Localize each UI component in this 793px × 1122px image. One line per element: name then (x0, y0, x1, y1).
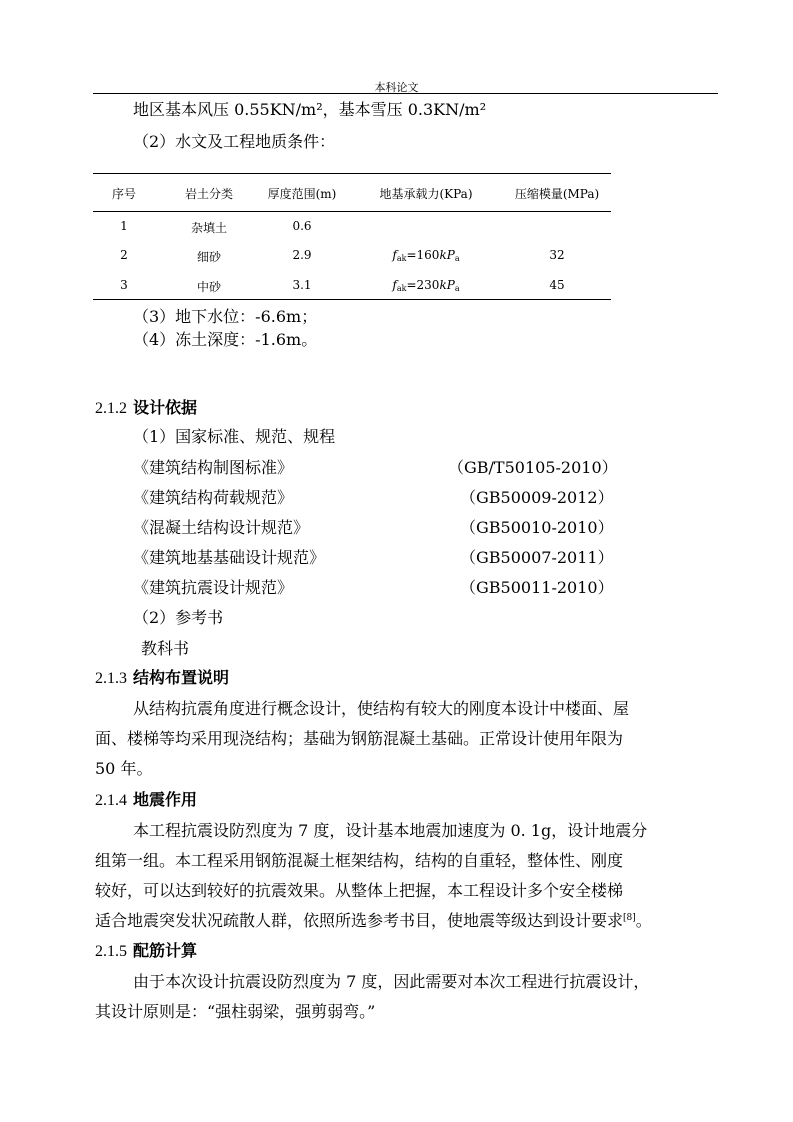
reference-code: （GB/T50105-2010） (448, 458, 618, 477)
fak-symbol: f (392, 248, 397, 262)
table-cell-thickness: 0.6 (292, 219, 312, 233)
paragraph-line: 本工程抗震设防烈度为 7 度，设计基本地震加速度为 0. 1g，设计地震分 (133, 821, 648, 840)
paragraph-line: 50 年。 (95, 759, 153, 778)
citation-marker: [8] (623, 913, 636, 923)
fak-subscript: ak (396, 254, 407, 263)
table-header-type: 岩土分类 (184, 187, 234, 201)
fak-unit-subscript: a (454, 254, 460, 263)
section-number: 2.1.4 (95, 792, 127, 809)
reference-code: （GB50007-2011） (460, 548, 614, 567)
table-header-no: 序号 (111, 187, 137, 201)
fak-value: =160 (406, 248, 440, 262)
table-header-modulus: 压缩模量(MPa) (514, 187, 600, 201)
paragraph-text: 适合地震突发状况疏散人群，依照所选参考书目，使地震等级达到设计要求 (95, 911, 624, 930)
page-header: 本科论文 (374, 81, 419, 94)
table-cell-type: 中砂 (196, 280, 222, 294)
fak-unit: kP (439, 248, 455, 262)
section-number: 2.1.2 (95, 400, 127, 417)
section-heading-2-1-4 (95, 787, 197, 810)
section-number: 2.1.5 (95, 943, 127, 960)
paragraph-line: 从结构抗震角度进行概念设计，使结构有较大的刚度本设计中楼面、屋 (133, 699, 630, 718)
reference-name: 《建筑抗震设计规范》 (133, 578, 294, 597)
reference-books-item: （2）参考书 (133, 608, 224, 627)
fak-symbol: f (392, 278, 397, 292)
paragraph-line: 面、楼梯等均采用现浇结构；基础为钢筋混凝土基础。正常设计使用年限为 (95, 729, 624, 748)
fak-subscript: ak (396, 284, 407, 293)
paragraph-line: 组第一组。本工程采用钢筋混凝土框架结构，结构的自重轻，整体性、刚度 (95, 851, 624, 870)
section-number: 2.1.3 (95, 670, 127, 687)
standards-item: （1）国家标准、规范、规程 (133, 427, 336, 446)
frost-depth-line: （4）冻土深度：-1.6m。 (133, 330, 318, 349)
table-cell-modulus: 45 (549, 278, 565, 292)
table-header-bearing: 地基承载力(KPa) (379, 187, 473, 201)
paragraph-line: 较好，可以达到较好的抗震效果。从整体上把握，本工程设计多个安全楼梯 (95, 881, 624, 900)
reference-code: （GB50010-2010） (460, 518, 614, 537)
paragraph-line: 由于本次设计抗震设防烈度为 7 度，因此需要对本次工程进行抗震设计， (133, 972, 650, 991)
paragraph-line: 其设计原则是：“强柱弱梁，强剪弱弯。” (95, 1002, 376, 1021)
fak-unit: kP (439, 278, 455, 292)
table-cell-bearing (392, 248, 459, 263)
section-title: 设计依据 (133, 398, 198, 417)
table-header-thickness: 厚度范围(m) (267, 187, 337, 201)
reference-code: （GB50011-2010） (460, 578, 614, 597)
table-cell-no: 1 (120, 219, 128, 233)
reference-name: 《建筑结构荷载规范》 (133, 488, 294, 507)
table-cell-thickness: 2.9 (292, 248, 312, 262)
fak-value: =230 (406, 278, 440, 292)
table-cell-no: 3 (120, 278, 128, 292)
table-cell-thickness: 3.1 (292, 278, 312, 292)
header-rule (93, 93, 718, 94)
section-heading-2-1-5 (95, 938, 197, 961)
table-cell-no: 2 (120, 248, 128, 262)
paragraph-line (95, 908, 652, 931)
wind-pressure-line: 地区基本风压 0.55KN/m²，基本雪压 0.3KN/m² (133, 100, 487, 119)
section-title: 结构布置说明 (133, 668, 230, 687)
section-heading-2-1-2 (95, 395, 197, 418)
groundwater-line: （3）地下水位：-6.6m； (133, 307, 318, 326)
reference-name: 《建筑结构制图标准》 (133, 458, 294, 477)
hydro-title: （2）水文及工程地质条件： (133, 132, 336, 151)
section-title: 地震作用 (133, 790, 198, 809)
table-cell-type: 细砂 (196, 250, 222, 264)
table-bottom-rule (93, 299, 611, 300)
section-title: 配筋计算 (133, 941, 198, 960)
textbook-line: 教科书 (141, 639, 190, 658)
reference-code: （GB50009-2012） (460, 488, 614, 507)
paragraph-end: 。 (635, 911, 652, 930)
table-cell-bearing (392, 278, 459, 293)
section-heading-2-1-3 (95, 665, 229, 688)
table-cell-modulus: 32 (549, 248, 565, 262)
table-header-rule (93, 211, 611, 212)
reference-name: 《混凝土结构设计规范》 (133, 518, 310, 537)
table-top-rule (93, 173, 611, 174)
fak-unit-subscript: a (454, 284, 460, 293)
table-cell-type: 杂填土 (190, 221, 228, 235)
reference-name: 《建筑地基基础设计规范》 (133, 548, 326, 567)
